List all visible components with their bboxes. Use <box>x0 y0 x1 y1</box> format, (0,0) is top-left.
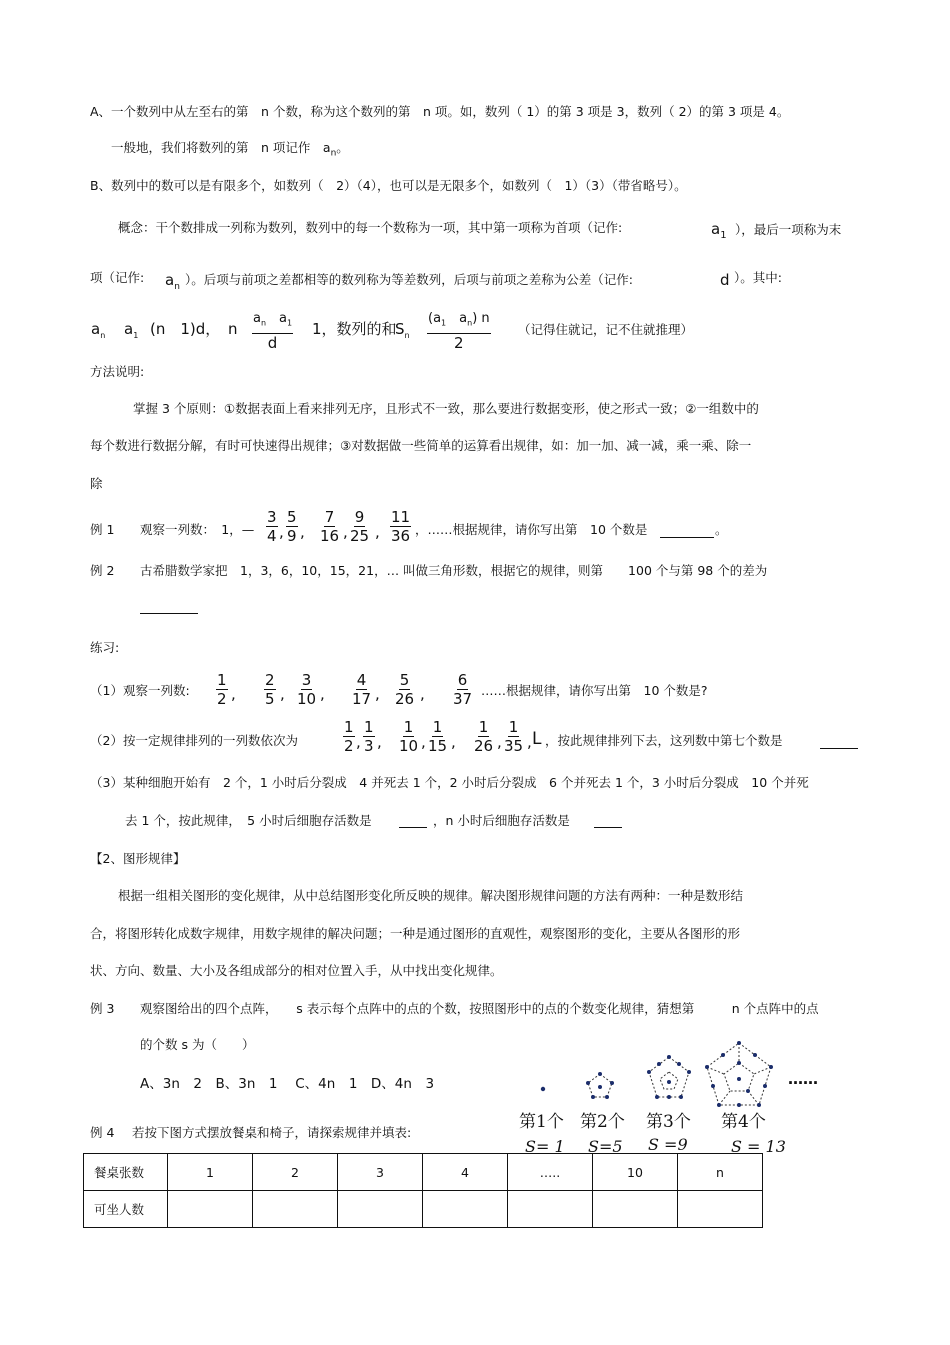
fs-a1-sub: 1 <box>441 318 447 328</box>
table-cell: 10 <box>593 1154 678 1191</box>
frac-den: 9 <box>287 527 297 545</box>
table-cell-input[interactable] <box>423 1191 508 1228</box>
para-b: B、数列中的数可以是有限多个，如数列（ 2）（4），也可以是无限多个，如数列（ 1）（3）（带省略号）。 <box>90 178 687 193</box>
comma: , <box>377 733 382 751</box>
caption-1: 第1个 <box>519 1112 564 1132</box>
ex1-period: 。 <box>715 522 728 537</box>
a1-symbol <box>711 221 727 244</box>
fn-a1: a <box>279 311 288 326</box>
fn-an: a <box>253 311 261 326</box>
ex2-text: 古希腊数学家把 1，3，6，10，15，21，… 叫做三角形数，根据它的规律，则第 100 个与第 98 个的差为 <box>140 563 768 578</box>
ex1-answer-blank[interactable] <box>660 536 714 538</box>
an-letter: a <box>165 271 175 289</box>
ex1-frac-4 <box>349 508 370 545</box>
table-cell-input[interactable] <box>508 1191 593 1228</box>
frac-den: 17 <box>352 690 372 708</box>
caption-4: 第4个 <box>721 1112 766 1132</box>
f-a1: a <box>124 320 134 338</box>
p1-frac-4 <box>351 671 372 708</box>
f-S-sub: n <box>404 331 410 340</box>
section2-para1: 根据一组相关图形的变化规律，从中总结图形变化所反映的规律。解决图形规律问题的方法有两种：一种是数形结 <box>118 888 744 903</box>
formula-note: （记得住就记，记不住就推理） <box>518 322 694 337</box>
practice-title: 练习: <box>90 640 120 655</box>
table-row <box>84 1154 763 1191</box>
p3-answer-blank-2[interactable] <box>594 826 622 828</box>
ex1-label: 例 1 <box>90 522 115 537</box>
table-cell-input[interactable] <box>168 1191 253 1228</box>
fn-a1-sub: 1 <box>287 318 293 328</box>
s-value-4: S = 13 <box>731 1137 786 1156</box>
d-symbol: d <box>720 271 730 289</box>
frac-num: 5 <box>399 671 410 689</box>
ex1-text: 观察一列数： 1，— <box>140 522 255 537</box>
p1-label: （1）观察一列数: <box>90 683 190 698</box>
p2-frac-4 <box>427 718 448 755</box>
frac-den: 2 <box>217 690 227 708</box>
method-line2: 每个数进行数据分解，有时可快速得出规律；③对数据做一些简单的运算看出规律，如：加一加、减一减，乘一乘、除一 <box>90 438 752 453</box>
frac-num: 4 <box>356 671 367 689</box>
ex2-label: 例 2 <box>90 563 115 578</box>
ex3-options: A、3n 2 B、3n 1 C、4n 1 D、4n 3 <box>140 1076 435 1092</box>
frac-den: 10 <box>297 690 317 708</box>
an-symbol <box>165 272 180 295</box>
frac-num: 5 <box>287 508 297 526</box>
s-value-1: S= 1 <box>525 1137 565 1156</box>
frac-num: 2 <box>265 671 275 689</box>
table-cell-input[interactable] <box>253 1191 338 1228</box>
table-row <box>84 1191 763 1228</box>
dot-array-figure <box>505 1027 828 1165</box>
p2-frac-6 <box>503 718 524 755</box>
formula-frac-s <box>427 310 491 352</box>
an-sub: n <box>174 282 180 292</box>
method-line3: 除 <box>90 476 103 491</box>
p1-end: ……根据规律，请你写出第 10 个数是? <box>481 683 708 698</box>
concept-line2-end: ）。其中: <box>734 270 782 285</box>
s-value-3: S =9 <box>648 1135 688 1154</box>
p2-label: （2）按一定规律排列的一列数依次为 <box>90 733 298 748</box>
table-cell: 3 <box>338 1154 423 1191</box>
comma: , <box>279 523 284 541</box>
fs-an-sub: n <box>467 318 473 328</box>
ex3-label: 例 3 <box>90 1001 115 1016</box>
comma: , <box>280 685 285 703</box>
seating-table <box>83 1153 763 1228</box>
sub-n: n <box>330 148 337 159</box>
p2-answer-blank[interactable] <box>820 747 858 749</box>
frac-den: 16 <box>320 527 340 545</box>
formula-an <box>91 321 105 344</box>
table-cell-input[interactable] <box>678 1191 763 1228</box>
p3-answer-blank-1[interactable] <box>399 826 427 828</box>
frac-num: 1 <box>364 718 374 736</box>
table-cell-input[interactable] <box>593 1191 678 1228</box>
frac-den: 2 <box>344 737 354 755</box>
concept-line2-start: 项（记作: <box>90 270 145 285</box>
para-a-line2 <box>111 140 349 162</box>
frac-num: 6 <box>457 671 468 689</box>
formula-frac-n <box>252 310 293 352</box>
p1-frac-5 <box>394 671 415 708</box>
ex1-frac-5 <box>390 508 411 545</box>
para-a-line2-text: 一般地，我们将数列的第 n 项记作 a <box>111 140 331 155</box>
frac-num: 1 <box>478 718 489 736</box>
frac-num: 1 <box>344 718 354 736</box>
comma: , <box>420 685 425 703</box>
fs-an: a <box>459 311 468 326</box>
comma: , <box>375 685 380 703</box>
f-one: 1，数列的和 <box>312 320 397 338</box>
frac-den: 15 <box>428 737 448 755</box>
f-an-sub: n <box>100 331 106 340</box>
frac-den: 36 <box>391 527 411 545</box>
p1-frac-1 <box>216 671 228 708</box>
para-a-line1: A、一个数列中从左至右的第 n 个数，称为这个数列的第 n 项。如，数列（ 1）的第 3 项是 3，数列（ 2）的第 3 项是 4。 <box>90 104 790 119</box>
frac-num: 1 <box>432 718 443 736</box>
method-title: 方法说明: <box>90 364 145 379</box>
f-a1-sub: 1 <box>133 331 139 340</box>
comma: , <box>451 733 456 751</box>
frac-num: 9 <box>354 508 365 526</box>
concept-line1: 概念：干个数排成一列称为数列，数列中的每一个数称为一项，其中第一项称为首项（记作: <box>118 220 623 235</box>
frac-den: 35 <box>504 737 524 755</box>
comma: , <box>375 523 380 541</box>
p2-frac-5 <box>473 718 494 755</box>
frac-num: 3 <box>267 508 277 526</box>
table-cell: 2 <box>253 1154 338 1191</box>
comma: , <box>497 733 502 751</box>
table-cell-header: 餐桌张数 <box>84 1154 168 1191</box>
table-cell: ….. <box>508 1154 593 1191</box>
p2-end: ，按此规律排列下去，这列数中第七个数是 <box>545 733 783 748</box>
period: 。 <box>336 140 349 155</box>
p2-L: L <box>532 729 542 749</box>
formula-n: n <box>228 320 238 338</box>
comma: , <box>343 523 348 541</box>
p1-frac-3 <box>296 671 317 708</box>
table-cell: 1 <box>168 1154 253 1191</box>
frac-num: 3 <box>301 671 312 689</box>
table-cell-header: 可坐人数 <box>84 1191 168 1228</box>
ex2-answer-blank[interactable] <box>140 612 198 614</box>
frac-den: 26 <box>395 690 415 708</box>
frac-n-denominator: d <box>267 333 278 352</box>
p2-frac-1 <box>343 718 355 755</box>
concept-line1-end: ），最后一项称为末 <box>735 222 842 237</box>
p3-line2b: ，n 小时后细胞存活数是 <box>433 813 570 828</box>
s-value-2: S=5 <box>588 1137 623 1156</box>
formula-sum-text <box>312 321 397 337</box>
frac-s-denominator: 2 <box>454 333 464 352</box>
frac-num: 7 <box>324 508 335 526</box>
section2-title: 【2、图形规律】 <box>90 851 186 866</box>
p1-frac-6 <box>452 671 473 708</box>
concept-line2-mid: ）。后项与前项之差都相等的数列称为等差数列，后项与前项之差称为公差（记作: <box>185 272 633 287</box>
frac-num: 11 <box>391 508 411 526</box>
frac-den: 10 <box>399 737 419 755</box>
a1-sub: 1 <box>720 230 727 241</box>
fs-open: (a <box>428 311 442 326</box>
comma: , <box>320 685 325 703</box>
f-S: S <box>395 320 405 338</box>
frac-num: 1 <box>217 671 227 689</box>
p3-line2a: 去 1 个，按此规律， 5 小时后细胞存活数是 <box>125 813 372 828</box>
ex4-text: 若按下图方式摆放餐桌和椅子，请探索规律并填表: <box>132 1125 412 1140</box>
fs-close: ) n <box>472 311 490 326</box>
frac-den: 37 <box>453 690 473 708</box>
ex4-label: 例 4 <box>90 1125 115 1140</box>
frac-s-numerator <box>427 310 491 334</box>
section2-para3: 状、方向、数量、大小及各组成部分的相对位置入手，从中找出变化规律。 <box>90 963 503 978</box>
formula-n1d: (n 1)d， <box>150 320 221 338</box>
comma: , <box>356 733 361 751</box>
f-an: a <box>91 320 101 338</box>
frac-den: 3 <box>364 737 374 755</box>
ex3-text2: 的个数 s 为（ ） <box>140 1037 255 1052</box>
a1-letter: a <box>711 220 721 238</box>
p2-frac-2 <box>363 718 375 755</box>
p1-frac-2 <box>264 671 276 708</box>
ex1-frac-2 <box>286 508 298 545</box>
table-cell: n <box>678 1154 763 1191</box>
caption-3: 第3个 <box>646 1112 691 1132</box>
frac-den: 5 <box>265 690 275 708</box>
fn-an-sub: n <box>260 318 267 328</box>
frac-num: 1 <box>403 718 414 736</box>
ex1-frac-3 <box>319 508 340 545</box>
ex1-end: ，……根据规律，请你写出第 10 个数是 <box>415 522 648 537</box>
section2-para2: 合，将图形转化成数字规律，用数字规律的解决问题；一种是通过图形的直观性，观察图形的变化，主要从各图形的形 <box>90 926 741 941</box>
comma: , <box>421 733 426 751</box>
p3-line1: （3）某种细胞开始有 2 个，1 小时后分裂成 4 并死去 1 个，2 小时后分裂成 6 个并死去 1 个，3 小时后分裂成 10 个并死 <box>90 775 809 790</box>
comma: , <box>527 733 532 751</box>
frac-num: 1 <box>508 718 519 736</box>
frac-n-numerator <box>252 310 293 334</box>
ellipsis: …… <box>788 1070 818 1088</box>
frac-den: 26 <box>474 737 494 755</box>
comma: , <box>300 523 305 541</box>
ex1-frac-1 <box>266 508 278 545</box>
formula-S <box>395 321 410 344</box>
ex3-text: 观察图给出的四个点阵， s 表示每个点阵中的点的个数，按照图形中的点的个数变化规律，猜想第 n 个点阵中的点 <box>140 1001 819 1016</box>
table-cell: 4 <box>423 1154 508 1191</box>
caption-2: 第2个 <box>580 1112 625 1132</box>
comma: , <box>231 685 236 703</box>
table-cell-input[interactable] <box>338 1191 423 1228</box>
frac-den: 4 <box>267 527 277 545</box>
formula-a1 <box>124 321 138 344</box>
frac-den: 25 <box>350 527 370 545</box>
p2-frac-3 <box>398 718 419 755</box>
method-line1: 掌握 3 个原则：①数据表面上看来排列无序，且形式不一致，那么要进行数据变形，使之形式一致；②一组数中的 <box>133 401 759 416</box>
